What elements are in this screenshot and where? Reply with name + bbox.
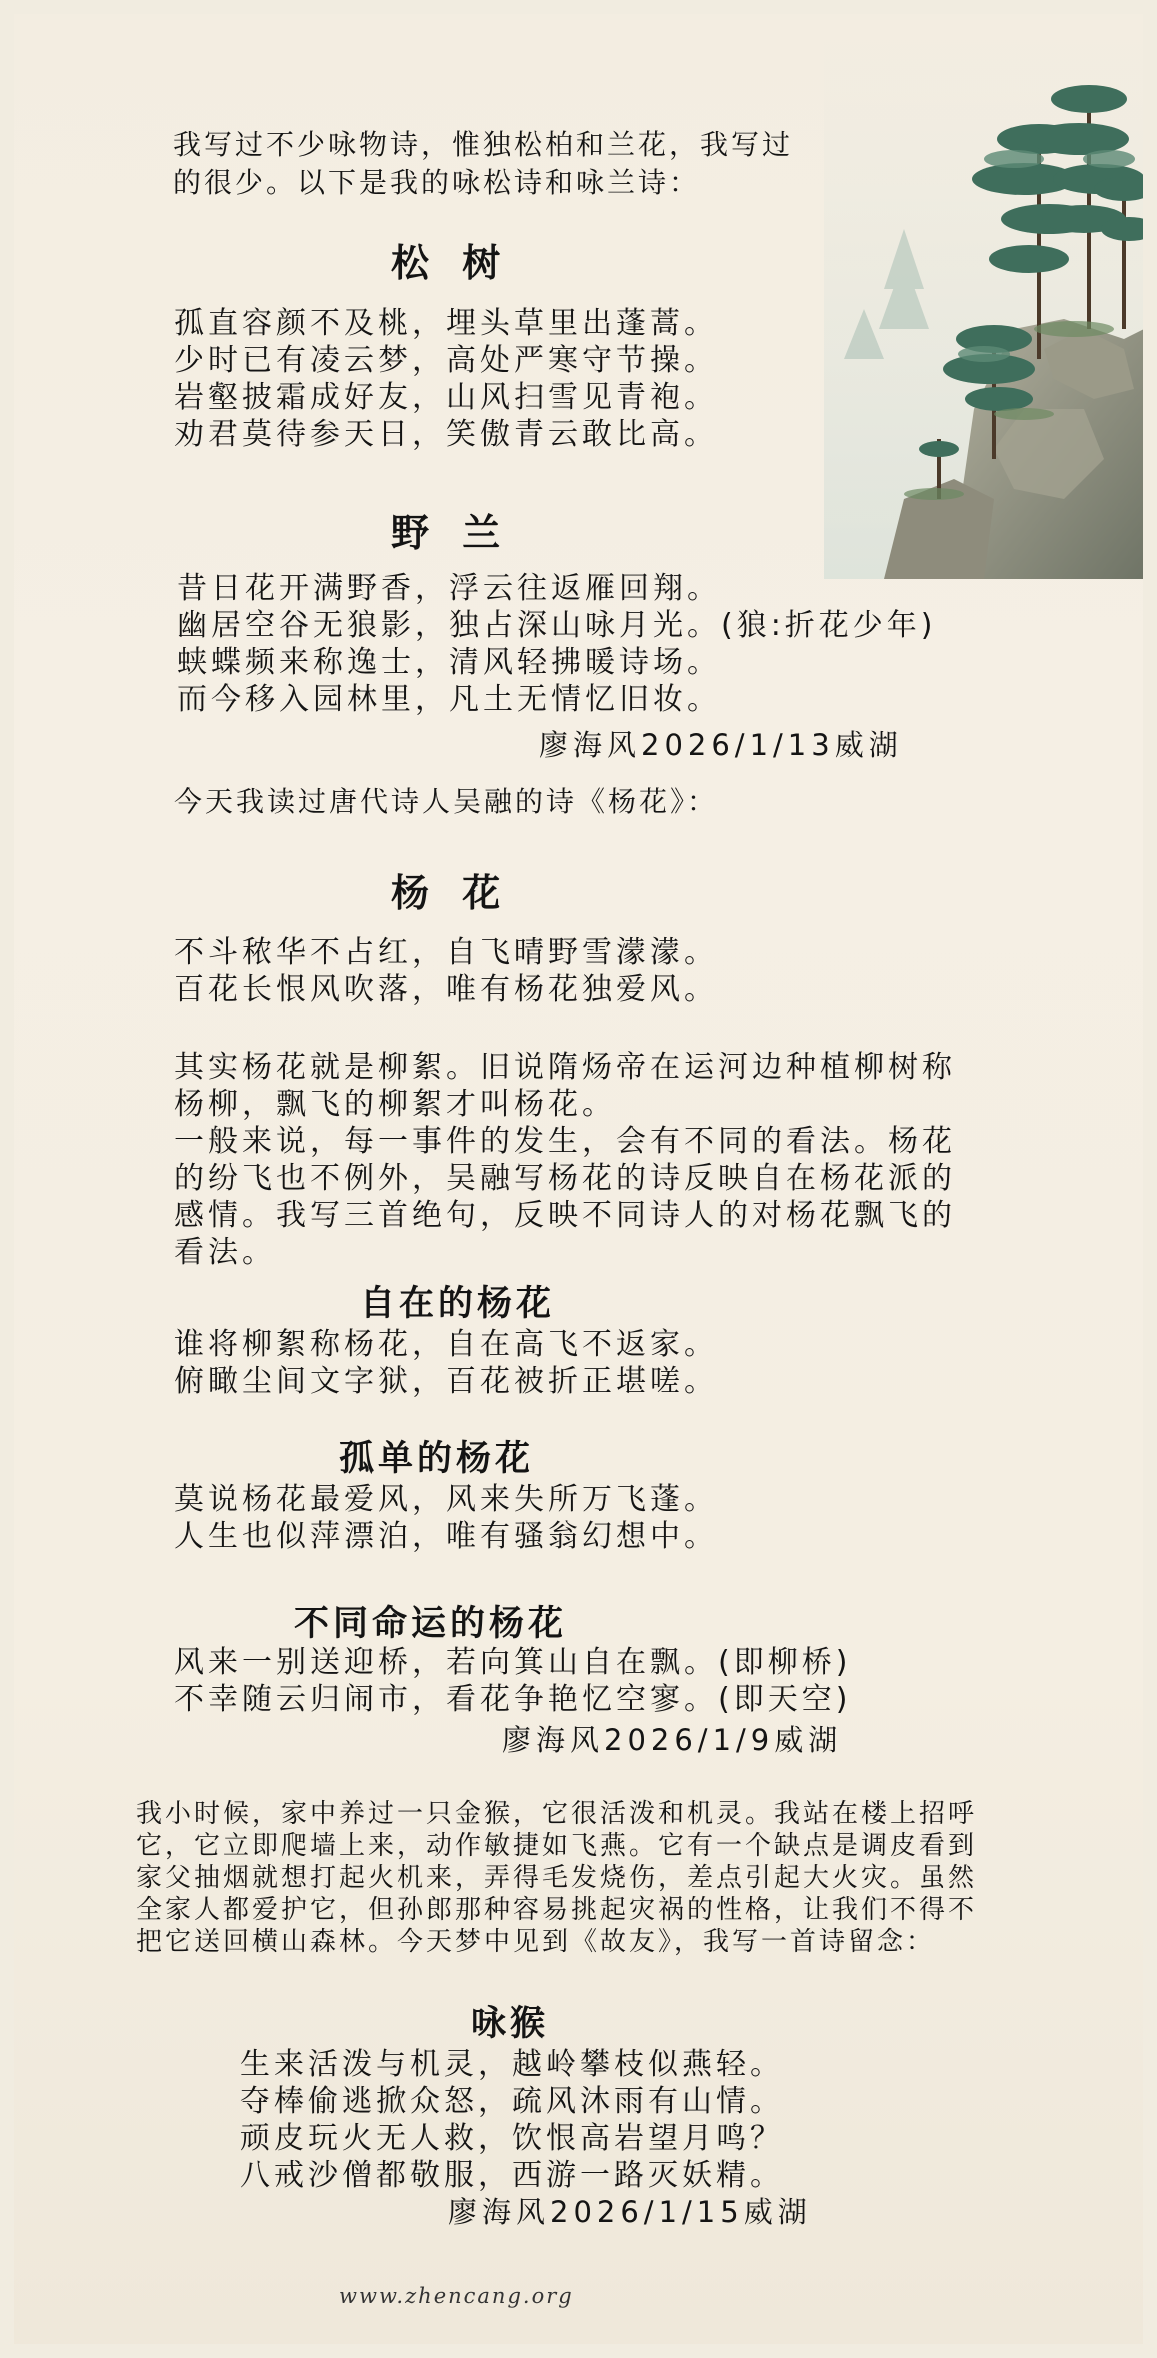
poem-line: 夺棒偷逃掀众怒，疏风沐雨有山情。 <box>240 2084 784 2119</box>
poem-line: 风来一别送迎桥，若向箕山自在飘。(即柳桥) <box>174 1645 852 1680</box>
footer-site-url[interactable]: www.zhencang.org <box>339 2284 574 2308</box>
poem-line: 谁将柳絮称杨花，自在高飞不返家。 <box>174 1327 718 1362</box>
story-line: 把它送回横山森林。今天梦中见到《故友》，我写一首诗留念： <box>136 1927 936 1957</box>
poem-line: 顽皮玩火无人救，饮恨高岩望月鸣？ <box>240 2121 784 2156</box>
story-line: 我小时候，家中养过一只金猴，它很活泼和机灵。我站在楼上招呼 <box>136 1799 978 1829</box>
yanghua-intro: 今天我读过唐代诗人吴融的诗《杨花》： <box>174 785 719 818</box>
signature-butong: 廖海风2026/1/9威湖 <box>502 1723 843 1757</box>
commentary-line: 杨柳，飘飞的柳絮才叫杨花。 <box>174 1087 616 1122</box>
pine-landscape-illustration <box>824 29 1143 579</box>
poem-line: 昔日花开满野香，浮云往返雁回翔。 <box>177 571 721 606</box>
monkey-story-paragraph <box>136 1798 977 1958</box>
commentary-line: 感情。我写三首绝句，反映不同诗人的对杨花飘飞的 <box>174 1198 956 1233</box>
commentary-line: 看法。 <box>174 1235 276 1270</box>
story-line: 家父抽烟就想打起火机来，弄得毛发烧伤，差点引起大火灾。虽然 <box>136 1863 978 1893</box>
poem-line: 幽居空谷无狼影，独占深山咏月光。(狼:折花少年) <box>177 608 937 643</box>
poem-zizai <box>174 1326 718 1400</box>
poem-line: 百花长恨风吹落，唯有杨花独爱风。 <box>174 972 718 1007</box>
poem-yanghua <box>174 934 718 1008</box>
poem-title-songshu: 松 树 <box>391 241 511 285</box>
poem-line: 而今移入园林里，凡土无情忆旧妆。 <box>177 682 721 717</box>
poem-butong <box>174 1644 851 1718</box>
poem-yonghou <box>240 2046 784 2194</box>
story-line: 全家人都爱护它，但孙郎那种容易挑起灾祸的性格，让我们不得不 <box>136 1895 978 1925</box>
poem-songshu <box>174 305 718 453</box>
poem-line: 少时已有凌云梦，高处严寒守节操。 <box>174 343 718 378</box>
poem-title-yelan: 野 兰 <box>391 511 511 555</box>
poem-line: 岩壑披霜成好友，山风扫雪见青袍。 <box>174 380 718 415</box>
signature-yonghou: 廖海风2026/1/15威湖 <box>448 2195 812 2229</box>
poem-line: 俯瞰尘间文字狱，百花被折正堪嗟。 <box>174 1364 718 1399</box>
poem-line: 人生也似萍漂泊，唯有骚翁幻想中。 <box>174 1519 718 1554</box>
intro-line: 的很少。以下是我的咏松诗和咏兰诗： <box>173 166 701 199</box>
commentary-line: 的纷飞也不例外，吴融写杨花的诗反映自在杨花派的 <box>174 1161 956 1196</box>
poem-line: 孤直容颜不及桃，埋头草里出蓬蒿。 <box>174 306 718 341</box>
poem-line: 蛱蝶频来称逸士，清风轻拂暖诗场。 <box>177 645 721 680</box>
poem-title-yanghua: 杨 花 <box>391 871 511 915</box>
commentary-line: 其实杨花就是柳絮。旧说隋炀帝在运河边种植柳树称 <box>174 1050 956 1085</box>
poem-yelan <box>177 570 937 718</box>
poem-title-butong: 不同命运的杨花 <box>294 1604 568 1644</box>
poem-title-yonghou: 咏猴 <box>471 2004 550 2044</box>
poem-line: 生来活泼与机灵，越岭攀枝似燕轻。 <box>240 2047 784 2082</box>
poem-line: 不幸随云归闹市，看花争艳忆空寥。(即天空) <box>174 1682 852 1717</box>
poem-gudan <box>174 1481 718 1555</box>
commentary-line: 一般来说，每一事件的发生，会有不同的看法。杨花 <box>174 1124 956 1159</box>
signature-yelan: 廖海风2026/1/13威湖 <box>539 728 903 762</box>
intro-paragraph <box>173 126 793 202</box>
poem-line: 不斗秾华不占红，自飞晴野雪濛濛。 <box>174 935 718 970</box>
article-page <box>14 14 1143 2344</box>
poem-line: 八戒沙僧都敬服，西游一路灭妖精。 <box>240 2158 784 2193</box>
poem-title-gudan: 孤单的杨花 <box>339 1439 535 1479</box>
intro-line: 我写过不少咏物诗，惟独松柏和兰花，我写过 <box>173 128 794 161</box>
poem-line: 劝君莫待参天日，笑傲青云敢比高。 <box>174 417 718 452</box>
commentary-paragraph <box>174 1049 956 1271</box>
poem-line: 莫说杨花最爱风，风来失所万飞蓬。 <box>174 1482 718 1517</box>
story-line: 它，它立即爬墙上来，动作敏捷如飞燕。它有一个缺点是调皮看到 <box>136 1831 978 1861</box>
poem-title-zizai: 自在的杨花 <box>360 1284 556 1324</box>
